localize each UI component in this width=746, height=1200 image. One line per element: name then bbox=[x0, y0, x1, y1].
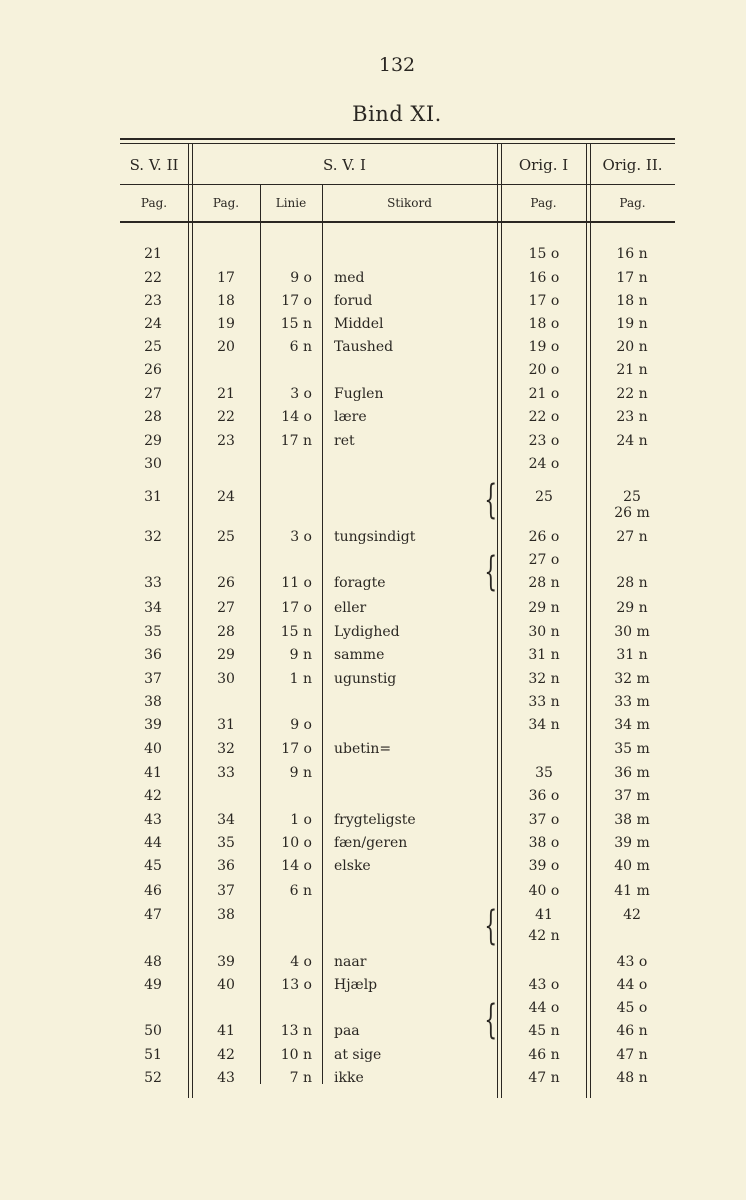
table-cell: 25 bbox=[144, 339, 162, 355]
table-cell: 47 n bbox=[528, 1070, 560, 1086]
table-cell: frygteligste bbox=[334, 812, 416, 828]
table-cell: 38 o bbox=[528, 835, 560, 851]
table-row bbox=[0, 671, 746, 693]
table-cell: 29 n bbox=[528, 600, 560, 616]
table-cell: 36 bbox=[144, 647, 162, 663]
table-cell: 30 n bbox=[528, 624, 560, 640]
table-cell: 9 o bbox=[290, 270, 312, 286]
table-cell: 10 n bbox=[280, 1047, 312, 1063]
table-cell: 32 n bbox=[528, 671, 560, 687]
table-row bbox=[0, 339, 746, 361]
table-cell: 32 bbox=[144, 529, 162, 545]
table-cell: 41 m bbox=[614, 883, 650, 899]
table-cell: ubetin= bbox=[334, 741, 392, 757]
table-row bbox=[0, 386, 746, 408]
table-cell: 17 o bbox=[281, 741, 312, 757]
table-cell: 27 bbox=[144, 386, 162, 402]
table-cell: 42 n bbox=[528, 928, 560, 944]
table-cell: 34 n bbox=[528, 717, 560, 733]
table-cell: 26 bbox=[217, 575, 235, 591]
table-cell: 24 o bbox=[528, 456, 560, 472]
table-cell: 33 m bbox=[614, 694, 650, 710]
table-cell: 37 m bbox=[614, 788, 650, 804]
table-cell: naar bbox=[334, 954, 367, 970]
table-cell: 28 bbox=[217, 624, 235, 640]
table-rule-header bbox=[120, 184, 675, 185]
table-cell: 3 o bbox=[290, 386, 312, 402]
table-row bbox=[0, 812, 746, 834]
table-cell: 38 m bbox=[614, 812, 650, 828]
table-cell: 36 o bbox=[528, 788, 560, 804]
table-cell: 44 bbox=[144, 835, 162, 851]
table-cell: eller bbox=[334, 600, 367, 616]
table-cell: 13 o bbox=[281, 977, 312, 993]
table-cell: 22 bbox=[217, 409, 235, 425]
table-row bbox=[0, 741, 746, 763]
table-cell: 50 bbox=[144, 1023, 162, 1039]
page-number: 132 bbox=[378, 54, 416, 76]
table-row bbox=[0, 694, 746, 716]
table-cell: 44 o bbox=[616, 977, 648, 993]
table-cell: 46 bbox=[144, 883, 162, 899]
table-cell: 4 o bbox=[290, 954, 312, 970]
table-cell: 19 bbox=[217, 316, 235, 332]
table-cell: 28 bbox=[144, 409, 162, 425]
table-cell: 17 n bbox=[280, 433, 312, 449]
table-row bbox=[0, 362, 746, 384]
table-cell: paa bbox=[334, 1023, 360, 1039]
table-cell: 30 bbox=[217, 671, 235, 687]
header-sv2: S. V. II bbox=[129, 156, 179, 174]
table-row bbox=[0, 624, 746, 646]
table-cell: lære bbox=[334, 409, 367, 425]
table-row bbox=[0, 1070, 746, 1092]
table-cell: 49 bbox=[144, 977, 162, 993]
table-cell: 33 bbox=[144, 575, 162, 591]
table-cell: 44 o bbox=[528, 1000, 560, 1016]
table-cell: 39 bbox=[217, 954, 235, 970]
table-cell: 15 o bbox=[528, 246, 560, 262]
table-cell: 13 n bbox=[280, 1023, 312, 1039]
table-cell: 28 n bbox=[616, 575, 648, 591]
brace-icon: { bbox=[484, 477, 498, 523]
table-cell: 31 n bbox=[616, 647, 648, 663]
table-cell: Lydighed bbox=[334, 624, 400, 640]
table-cell: 26 m bbox=[614, 505, 650, 521]
table-cell: 26 bbox=[144, 362, 162, 378]
table-row bbox=[0, 270, 746, 292]
table-cell: 45 bbox=[144, 858, 162, 874]
table-cell: 45 n bbox=[528, 1023, 560, 1039]
table-rule-top bbox=[120, 138, 675, 140]
table-cell: 29 n bbox=[616, 600, 648, 616]
table-row bbox=[0, 409, 746, 431]
table-cell: 14 o bbox=[281, 858, 312, 874]
table-cell: 31 bbox=[144, 489, 162, 505]
table-cell: 46 n bbox=[616, 1023, 648, 1039]
table-cell: 3 o bbox=[290, 529, 312, 545]
table-row bbox=[0, 575, 746, 597]
table-cell: 35 bbox=[144, 624, 162, 640]
table-cell: 24 n bbox=[616, 433, 648, 449]
table-cell: elske bbox=[334, 858, 371, 874]
table-cell: 33 n bbox=[528, 694, 560, 710]
table-cell: 40 bbox=[144, 741, 162, 757]
table-cell: at sige bbox=[334, 1047, 382, 1063]
table-cell: 14 o bbox=[281, 409, 312, 425]
table-cell: 36 bbox=[217, 858, 235, 874]
table-row bbox=[0, 456, 746, 478]
table-cell: 25 bbox=[535, 489, 553, 505]
table-cell: med bbox=[334, 270, 365, 286]
table-cell: 19 o bbox=[528, 339, 560, 355]
table-cell: 19 n bbox=[616, 316, 648, 332]
table-cell: 39 o bbox=[528, 858, 560, 874]
table-cell: 17 bbox=[217, 270, 235, 286]
table-cell: 24 bbox=[217, 489, 235, 505]
table-cell: 23 n bbox=[616, 409, 648, 425]
table-cell: 17 n bbox=[616, 270, 648, 286]
table-cell: Hjælp bbox=[334, 977, 378, 993]
table-cell: 32 m bbox=[614, 671, 650, 687]
table-cell: 30 bbox=[144, 456, 162, 472]
table-row bbox=[0, 529, 746, 551]
table-cell: 1 n bbox=[289, 671, 312, 687]
table-cell: ikke bbox=[334, 1070, 364, 1086]
table-cell: 30 m bbox=[614, 624, 650, 640]
table-cell: 24 bbox=[144, 316, 162, 332]
table-cell: 25 bbox=[217, 529, 235, 545]
table-cell: 43 bbox=[144, 812, 162, 828]
table-row bbox=[0, 552, 746, 574]
table-cell: 51 bbox=[144, 1047, 162, 1063]
table-cell: 47 n bbox=[616, 1047, 648, 1063]
subheader-pag: Pag. bbox=[140, 196, 168, 210]
table-row bbox=[0, 600, 746, 622]
table-row bbox=[0, 647, 746, 669]
table-cell: 41 bbox=[144, 765, 162, 781]
brace-icon: { bbox=[484, 549, 498, 595]
table-cell: forud bbox=[334, 293, 373, 309]
table-cell: 39 m bbox=[614, 835, 650, 851]
table-cell: 29 bbox=[144, 433, 162, 449]
table-cell: 52 bbox=[144, 1070, 162, 1086]
table-row bbox=[0, 954, 746, 976]
table-cell: 47 bbox=[144, 907, 162, 923]
table-cell: 43 o bbox=[616, 954, 648, 970]
table-cell: Middel bbox=[334, 316, 384, 332]
table-cell: 7 n bbox=[289, 1070, 312, 1086]
table-cell: 36 m bbox=[614, 765, 650, 781]
table-cell: 16 o bbox=[528, 270, 560, 286]
table-cell: 15 n bbox=[280, 316, 312, 332]
table-cell: 20 n bbox=[616, 339, 648, 355]
volume-heading: Bind XI. bbox=[352, 102, 442, 126]
table-cell: 41 bbox=[217, 1023, 235, 1039]
subheader-pag: Pag. bbox=[619, 196, 646, 210]
table-cell: 20 bbox=[217, 339, 235, 355]
table-cell: samme bbox=[334, 647, 385, 663]
table-cell: 42 bbox=[217, 1047, 235, 1063]
subheader-pag: Pag. bbox=[530, 196, 557, 210]
table-cell: 42 bbox=[623, 907, 641, 923]
table-cell: 48 n bbox=[616, 1070, 648, 1086]
table-cell: 40 o bbox=[528, 883, 560, 899]
header-orig2: Orig. II. bbox=[602, 156, 663, 174]
table-cell: 34 m bbox=[614, 717, 650, 733]
table-cell: 15 n bbox=[280, 624, 312, 640]
table-row bbox=[0, 883, 746, 905]
subheader-stikord: Stikord bbox=[387, 196, 432, 210]
table-cell: 48 bbox=[144, 954, 162, 970]
table-row bbox=[0, 907, 746, 929]
table-cell: 35 m bbox=[614, 741, 650, 757]
header-sv1: S. V. I bbox=[323, 156, 366, 174]
table-cell: 42 bbox=[144, 788, 162, 804]
table-cell: 38 bbox=[144, 694, 162, 710]
table-row bbox=[0, 717, 746, 739]
table-cell: 18 bbox=[217, 293, 235, 309]
table-row bbox=[0, 788, 746, 810]
subheader-linie: Linie bbox=[275, 196, 307, 210]
table-cell: 17 o bbox=[281, 600, 312, 616]
table-cell: 27 o bbox=[528, 552, 560, 568]
table-cell: 43 bbox=[217, 1070, 235, 1086]
table-cell: 18 o bbox=[528, 316, 560, 332]
table-cell: fæn/geren bbox=[334, 835, 408, 851]
table-cell: 22 o bbox=[528, 409, 560, 425]
table-cell: 23 bbox=[144, 293, 162, 309]
table-cell: 45 o bbox=[616, 1000, 648, 1016]
table-cell: 46 n bbox=[528, 1047, 560, 1063]
header-orig1: Orig. I bbox=[518, 156, 569, 174]
table-row bbox=[0, 246, 746, 268]
table-cell: 9 n bbox=[289, 647, 312, 663]
table-cell: 26 o bbox=[528, 529, 560, 545]
table-row bbox=[0, 1047, 746, 1069]
table-cell: 43 o bbox=[528, 977, 560, 993]
table-cell: 6 n bbox=[289, 339, 312, 355]
table-cell: foragte bbox=[334, 575, 386, 591]
table-cell: 33 bbox=[217, 765, 235, 781]
table-cell: 31 n bbox=[528, 647, 560, 663]
table-cell: 17 o bbox=[281, 293, 312, 309]
table-rule-subheader bbox=[120, 221, 675, 223]
table-cell: 39 bbox=[144, 717, 162, 733]
table-cell: 29 bbox=[217, 647, 235, 663]
table-cell: 35 bbox=[535, 765, 553, 781]
table-row bbox=[0, 858, 746, 880]
table-cell: Fuglen bbox=[334, 386, 384, 402]
table-row bbox=[0, 293, 746, 315]
table-cell: ret bbox=[334, 433, 355, 449]
table-row bbox=[0, 1023, 746, 1045]
table-cell: 21 o bbox=[528, 386, 560, 402]
subheader-pag: Pag. bbox=[212, 196, 240, 210]
brace-icon: { bbox=[484, 997, 498, 1043]
table-cell: 34 bbox=[217, 812, 235, 828]
table-cell: 31 bbox=[217, 717, 235, 733]
table-cell: 9 n bbox=[289, 765, 312, 781]
table-row bbox=[0, 1000, 746, 1022]
table-cell: 17 o bbox=[528, 293, 560, 309]
table-cell: tungsindigt bbox=[334, 529, 416, 545]
table-cell: 21 bbox=[144, 246, 162, 262]
table-row bbox=[0, 977, 746, 999]
table-cell: 16 n bbox=[616, 246, 648, 262]
table-cell: 40 m bbox=[614, 858, 650, 874]
table-cell: 23 o bbox=[528, 433, 560, 449]
table-cell: 20 o bbox=[528, 362, 560, 378]
table-cell: 22 n bbox=[616, 386, 648, 402]
table-row bbox=[0, 433, 746, 455]
table-cell: 18 n bbox=[616, 293, 648, 309]
table-cell: 34 bbox=[144, 600, 162, 616]
table-cell: 41 bbox=[535, 907, 553, 923]
table-cell: 10 o bbox=[281, 835, 312, 851]
table-row bbox=[0, 835, 746, 857]
table-cell: 21 bbox=[217, 386, 235, 402]
table-cell: 37 o bbox=[528, 812, 560, 828]
table-row bbox=[0, 505, 746, 527]
table-cell: 28 n bbox=[528, 575, 560, 591]
table-row bbox=[0, 765, 746, 787]
table-cell: ugunstig bbox=[334, 671, 397, 687]
table-cell: Taushed bbox=[334, 339, 394, 355]
table-cell: 40 bbox=[217, 977, 235, 993]
table-cell: 35 bbox=[217, 835, 235, 851]
table-cell: 1 o bbox=[290, 812, 312, 828]
table-rule-top-thin bbox=[120, 143, 675, 144]
table-cell: 22 bbox=[144, 270, 162, 286]
table-cell: 38 bbox=[217, 907, 235, 923]
table-cell: 21 n bbox=[616, 362, 648, 378]
table-row bbox=[0, 316, 746, 338]
table-cell: 23 bbox=[217, 433, 235, 449]
table-cell: 27 n bbox=[616, 529, 648, 545]
table-cell: 37 bbox=[217, 883, 235, 899]
table-row bbox=[0, 928, 746, 950]
table-cell: 27 bbox=[217, 600, 235, 616]
table-cell: 9 o bbox=[290, 717, 312, 733]
table-cell: 37 bbox=[144, 671, 162, 687]
brace-icon: { bbox=[484, 903, 498, 949]
table-cell: 25 bbox=[623, 489, 641, 505]
table-cell: 6 n bbox=[289, 883, 312, 899]
table-cell: 32 bbox=[217, 741, 235, 757]
table-cell: 11 o bbox=[281, 575, 312, 591]
